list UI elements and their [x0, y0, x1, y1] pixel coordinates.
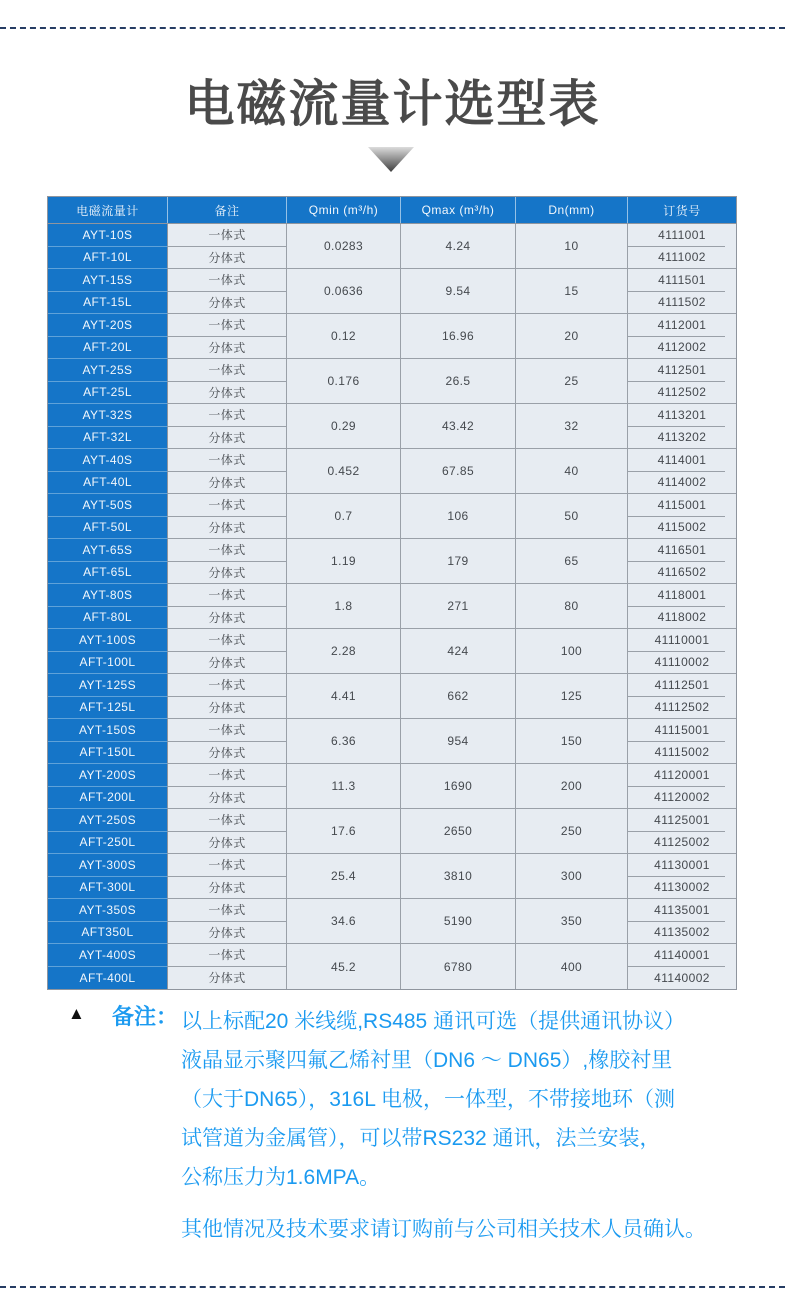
- footnote-line: （大于DN65），316L 电极，一体型，不带接地环（测: [181, 1088, 675, 1111]
- order-number-cell: 4115002: [628, 517, 736, 540]
- table-row-group: [48, 854, 736, 899]
- note-cell: 分体式: [168, 652, 287, 675]
- note-cell: 一体式: [168, 314, 287, 337]
- model-cell: AFT350L: [48, 922, 168, 945]
- model-cell: AFT-100L: [48, 652, 168, 675]
- order-number-cell: 4114002: [628, 472, 736, 495]
- note-cell: 一体式: [168, 224, 287, 247]
- model-cell: AFT-300L: [48, 877, 168, 900]
- note-cell: 分体式: [168, 382, 287, 405]
- qmin-cell: 1.19: [287, 539, 401, 584]
- order-number-cell: 41135002: [628, 922, 736, 945]
- qmax-cell: 43.42: [401, 404, 516, 449]
- order-number-cell: 41115002: [628, 742, 736, 765]
- arrow-down-icon: [368, 147, 414, 172]
- dn-cell: 150: [516, 719, 628, 764]
- qmin-cell: 0.7: [287, 494, 401, 539]
- note-cell: 分体式: [168, 922, 287, 945]
- note-cell: 分体式: [168, 787, 287, 810]
- note-cell: 分体式: [168, 967, 287, 990]
- note-cell: 一体式: [168, 269, 287, 292]
- note-cell: 一体式: [168, 449, 287, 472]
- qmax-cell: 26.5: [401, 359, 516, 404]
- table-row-group: [48, 269, 736, 314]
- qmax-cell: 6780: [401, 944, 516, 989]
- table-row-group: [48, 359, 736, 404]
- dn-cell: 15: [516, 269, 628, 314]
- model-cell: AYT-200S: [48, 764, 168, 787]
- model-cell: AFT-400L: [48, 967, 168, 990]
- model-cell: AFT-250L: [48, 832, 168, 855]
- footnote-line: 以上标配20 米线缆,RS485 通讯可选（提供通讯协议）: [181, 1010, 686, 1033]
- table-row-group: [48, 539, 736, 584]
- dn-cell: 40: [516, 449, 628, 494]
- order-number-cell: 4116501: [628, 539, 736, 562]
- model-cell: AFT-15L: [48, 292, 168, 315]
- col-header-model: 电磁流量计: [48, 197, 168, 223]
- order-number-cell: 41130002: [628, 877, 736, 900]
- qmax-cell: 9.54: [401, 269, 516, 314]
- col-header-qmax: Qmax (m³/h): [401, 197, 516, 223]
- note-cell: 一体式: [168, 359, 287, 382]
- order-number-cell: 41115001: [628, 719, 736, 742]
- model-cell: AYT-300S: [48, 854, 168, 877]
- qmin-cell: 4.41: [287, 674, 401, 719]
- note-cell: 一体式: [168, 944, 287, 967]
- table-row-group: [48, 764, 736, 809]
- model-cell: AYT-20S: [48, 314, 168, 337]
- qmax-cell: 424: [401, 629, 516, 674]
- qmax-cell: 67.85: [401, 449, 516, 494]
- table-row-group: [48, 809, 736, 854]
- note-cell: 一体式: [168, 539, 287, 562]
- note-cell: 分体式: [168, 877, 287, 900]
- qmax-cell: 4.24: [401, 224, 516, 269]
- table-row-group: [48, 674, 736, 719]
- model-cell: AFT-32L: [48, 427, 168, 450]
- qmin-cell: 0.0636: [287, 269, 401, 314]
- order-number-cell: 41120002: [628, 787, 736, 810]
- order-number-cell: 4111501: [628, 269, 736, 292]
- model-cell: AYT-32S: [48, 404, 168, 427]
- footnote-line: 公称压力为1.6MPA。: [181, 1166, 381, 1189]
- dn-cell: 80: [516, 584, 628, 629]
- note-cell: 一体式: [168, 809, 287, 832]
- order-number-cell: 4116502: [628, 562, 736, 585]
- table-header-row: [48, 197, 736, 224]
- note-cell: 分体式: [168, 742, 287, 765]
- note-cell: 一体式: [168, 404, 287, 427]
- order-number-cell: 4115001: [628, 494, 736, 517]
- note-cell: 一体式: [168, 764, 287, 787]
- note-cell: 一体式: [168, 629, 287, 652]
- qmin-cell: 25.4: [287, 854, 401, 899]
- order-number-cell: 41110001: [628, 629, 736, 652]
- model-cell: AYT-10S: [48, 224, 168, 247]
- model-cell: AFT-150L: [48, 742, 168, 765]
- dn-cell: 25: [516, 359, 628, 404]
- qmin-cell: 45.2: [287, 944, 401, 989]
- top-dashed-divider: [0, 27, 785, 29]
- table-row-group: [48, 404, 736, 449]
- model-cell: AFT-10L: [48, 247, 168, 270]
- note-cell: 分体式: [168, 832, 287, 855]
- qmax-cell: 662: [401, 674, 516, 719]
- table-body: [48, 224, 736, 989]
- dn-cell: 250: [516, 809, 628, 854]
- note-cell: 一体式: [168, 854, 287, 877]
- order-number-cell: 41130001: [628, 854, 736, 877]
- table-row-group: [48, 584, 736, 629]
- model-cell: AFT-80L: [48, 607, 168, 630]
- model-cell: AYT-80S: [48, 584, 168, 607]
- note-cell: 分体式: [168, 247, 287, 270]
- note-cell: 一体式: [168, 584, 287, 607]
- model-cell: AFT-65L: [48, 562, 168, 585]
- note-cell: 一体式: [168, 899, 287, 922]
- qmin-cell: 0.12: [287, 314, 401, 359]
- col-header-note: 备注: [168, 197, 287, 223]
- model-cell: AFT-50L: [48, 517, 168, 540]
- qmax-cell: 5190: [401, 899, 516, 944]
- order-number-cell: 4118001: [628, 584, 736, 607]
- model-cell: AFT-25L: [48, 382, 168, 405]
- dn-cell: 65: [516, 539, 628, 584]
- dn-cell: 350: [516, 899, 628, 944]
- footnote-final-line: 其他情况及技术要求请订购前与公司相关技术人员确认。: [181, 1218, 706, 1241]
- col-header-order: 订货号: [663, 203, 701, 218]
- note-cell: 分体式: [168, 427, 287, 450]
- note-cell: 分体式: [168, 607, 287, 630]
- order-number-cell: 4112001: [628, 314, 736, 337]
- table-row-group: [48, 899, 736, 944]
- model-cell: AFT-125L: [48, 697, 168, 720]
- note-cell: 一体式: [168, 674, 287, 697]
- qmin-cell: 34.6: [287, 899, 401, 944]
- triangle-marker-icon: ▲: [68, 1004, 85, 1023]
- order-number-cell: 4111502: [628, 292, 736, 315]
- model-cell: AYT-15S: [48, 269, 168, 292]
- note-cell: 分体式: [168, 697, 287, 720]
- flowmeter-selection-table: [47, 196, 737, 990]
- model-cell: AYT-400S: [48, 944, 168, 967]
- dn-cell: 100: [516, 629, 628, 674]
- qmin-cell: 11.3: [287, 764, 401, 809]
- bottom-dashed-divider: [0, 1286, 785, 1288]
- model-cell: AYT-25S: [48, 359, 168, 382]
- model-cell: AFT-20L: [48, 337, 168, 360]
- order-number-cell: 41135001: [628, 899, 736, 922]
- footnote-label: 备注：: [112, 1004, 179, 1029]
- note-cell: 分体式: [168, 472, 287, 495]
- order-number-cell: 4111002: [628, 247, 736, 270]
- qmin-cell: 0.452: [287, 449, 401, 494]
- dn-cell: 32: [516, 404, 628, 449]
- table-row-group: [48, 629, 736, 674]
- note-cell: 分体式: [168, 292, 287, 315]
- qmin-cell: 17.6: [287, 809, 401, 854]
- order-number-cell: 41112501: [628, 674, 736, 697]
- model-cell: AYT-150S: [48, 719, 168, 742]
- qmax-cell: 3810: [401, 854, 516, 899]
- qmax-cell: 271: [401, 584, 516, 629]
- order-number-cell: 41140001: [628, 944, 736, 967]
- footnote-text: [181, 1002, 741, 1197]
- model-cell: AYT-65S: [48, 539, 168, 562]
- qmax-cell: 179: [401, 539, 516, 584]
- page-title: 电磁流量计选型表: [184, 76, 601, 132]
- dn-cell: 50: [516, 494, 628, 539]
- note-cell: 分体式: [168, 337, 287, 360]
- qmax-cell: 954: [401, 719, 516, 764]
- table-row-group: [48, 494, 736, 539]
- model-cell: AYT-40S: [48, 449, 168, 472]
- col-header-dn: Dn(mm): [516, 197, 628, 223]
- dn-cell: 125: [516, 674, 628, 719]
- note-cell: 一体式: [168, 719, 287, 742]
- table-row-group: [48, 449, 736, 494]
- qmax-cell: 2650: [401, 809, 516, 854]
- footnote-line: 液晶显示聚四氟乙烯衬里（DN6 ～ DN65）,橡胶衬里: [181, 1049, 673, 1072]
- order-number-cell: 41112502: [628, 697, 736, 720]
- table-row-group: [48, 224, 736, 269]
- dn-cell: 10: [516, 224, 628, 269]
- order-number-cell: 4113202: [628, 427, 736, 450]
- model-cell: AYT-250S: [48, 809, 168, 832]
- note-cell: 一体式: [168, 494, 287, 517]
- note-cell: 分体式: [168, 562, 287, 585]
- dn-cell: 400: [516, 944, 628, 989]
- order-number-cell: 4118002: [628, 607, 736, 630]
- dn-cell: 20: [516, 314, 628, 359]
- order-number-cell: 41125002: [628, 832, 736, 855]
- order-number-cell: 41120001: [628, 764, 736, 787]
- order-number-cell: 4112501: [628, 359, 736, 382]
- qmin-cell: 0.176: [287, 359, 401, 404]
- qmin-cell: 0.29: [287, 404, 401, 449]
- qmin-cell: 0.0283: [287, 224, 401, 269]
- qmin-cell: 1.8: [287, 584, 401, 629]
- model-cell: AYT-125S: [48, 674, 168, 697]
- order-number-cell: 4113201: [628, 404, 736, 427]
- col-header-qmin: Qmin (m³/h): [287, 197, 401, 223]
- order-number-cell: 4112002: [628, 337, 736, 360]
- model-cell: AFT-40L: [48, 472, 168, 495]
- qmin-cell: 6.36: [287, 719, 401, 764]
- order-number-cell: 4114001: [628, 449, 736, 472]
- order-number-cell: 41125001: [628, 809, 736, 832]
- order-number-cell: 4111001: [628, 224, 736, 247]
- model-cell: AYT-100S: [48, 629, 168, 652]
- table-row-group: [48, 719, 736, 764]
- qmin-cell: 2.28: [287, 629, 401, 674]
- order-number-cell: 41110002: [628, 652, 736, 675]
- model-cell: AFT-200L: [48, 787, 168, 810]
- dn-cell: 200: [516, 764, 628, 809]
- dn-cell: 300: [516, 854, 628, 899]
- table-row-group: [48, 944, 736, 989]
- footnote-line: 试管道为金属管），可以带RS232 通讯，法兰安装，: [181, 1127, 661, 1150]
- order-number-cell: 4112502: [628, 382, 736, 405]
- qmax-cell: 106: [401, 494, 516, 539]
- model-cell: AYT-50S: [48, 494, 168, 517]
- qmax-cell: 1690: [401, 764, 516, 809]
- table-row-group: [48, 314, 736, 359]
- note-cell: 分体式: [168, 517, 287, 540]
- model-cell: AYT-350S: [48, 899, 168, 922]
- order-number-cell: 41140002: [628, 967, 736, 990]
- qmax-cell: 16.96: [401, 314, 516, 359]
